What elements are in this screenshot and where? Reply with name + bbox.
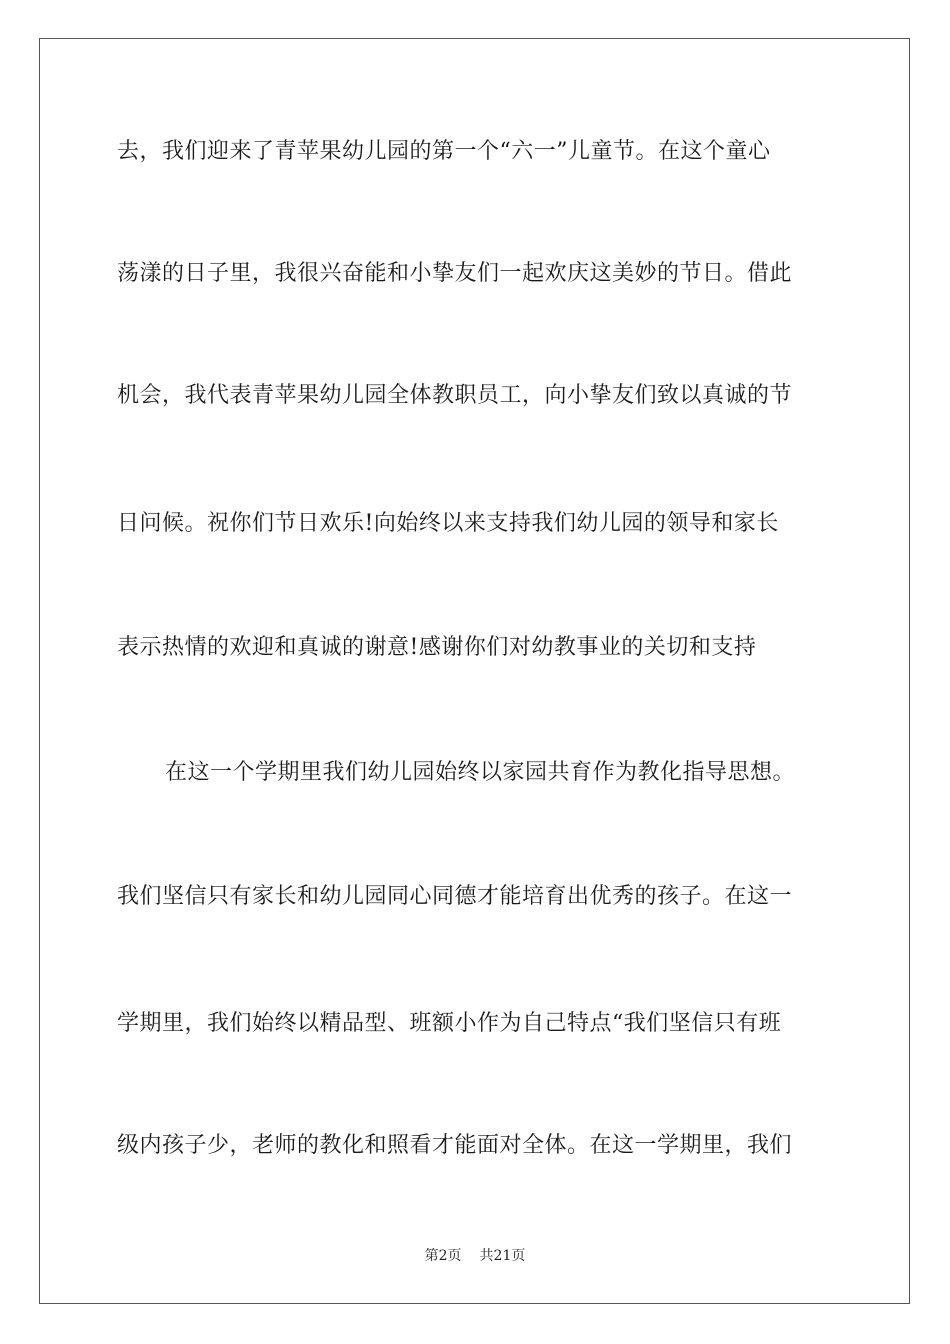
body-line-5: 表示热情的欢迎和真诚的谢意!感谢你们对幼教事业的关切和支持 bbox=[117, 635, 757, 660]
body-line-6-paragraph-start: 在这一个学期里我们幼儿园始终以家园共育作为教化指导思想。 bbox=[165, 760, 796, 785]
page-number: 第2页 bbox=[424, 1248, 462, 1264]
body-line-3: 机会，我代表青苹果幼儿园全体教职员工，向小挚友们致以真诚的节 bbox=[117, 383, 793, 408]
body-line-2: 荡漾的日子里，我很兴奋能和小挚友们一起欢庆这美妙的节日。借此 bbox=[117, 261, 793, 286]
body-line-1: 去，我们迎来了青苹果幼儿园的第一个“六一”儿童节。在这个童心 bbox=[117, 139, 771, 164]
body-line-9: 级内孩子少，老师的教化和照看才能面对全体。在这一学期里，我们 bbox=[117, 1133, 793, 1158]
body-line-7: 我们坚信只有家长和幼儿园同心同德才能培育出优秀的孩子。在这一 bbox=[117, 884, 793, 909]
page-total: 共21页 bbox=[479, 1248, 526, 1264]
page-footer bbox=[0, 1247, 950, 1265]
body-line-8: 学期里，我们始终以精品型、班额小作为自己特点“我们坚信只有班 bbox=[117, 1011, 782, 1036]
body-line-4: 日问候。祝你们节日欢乐!向始终以来支持我们幼儿园的领导和家长 bbox=[117, 511, 779, 536]
page-border bbox=[39, 38, 910, 1304]
